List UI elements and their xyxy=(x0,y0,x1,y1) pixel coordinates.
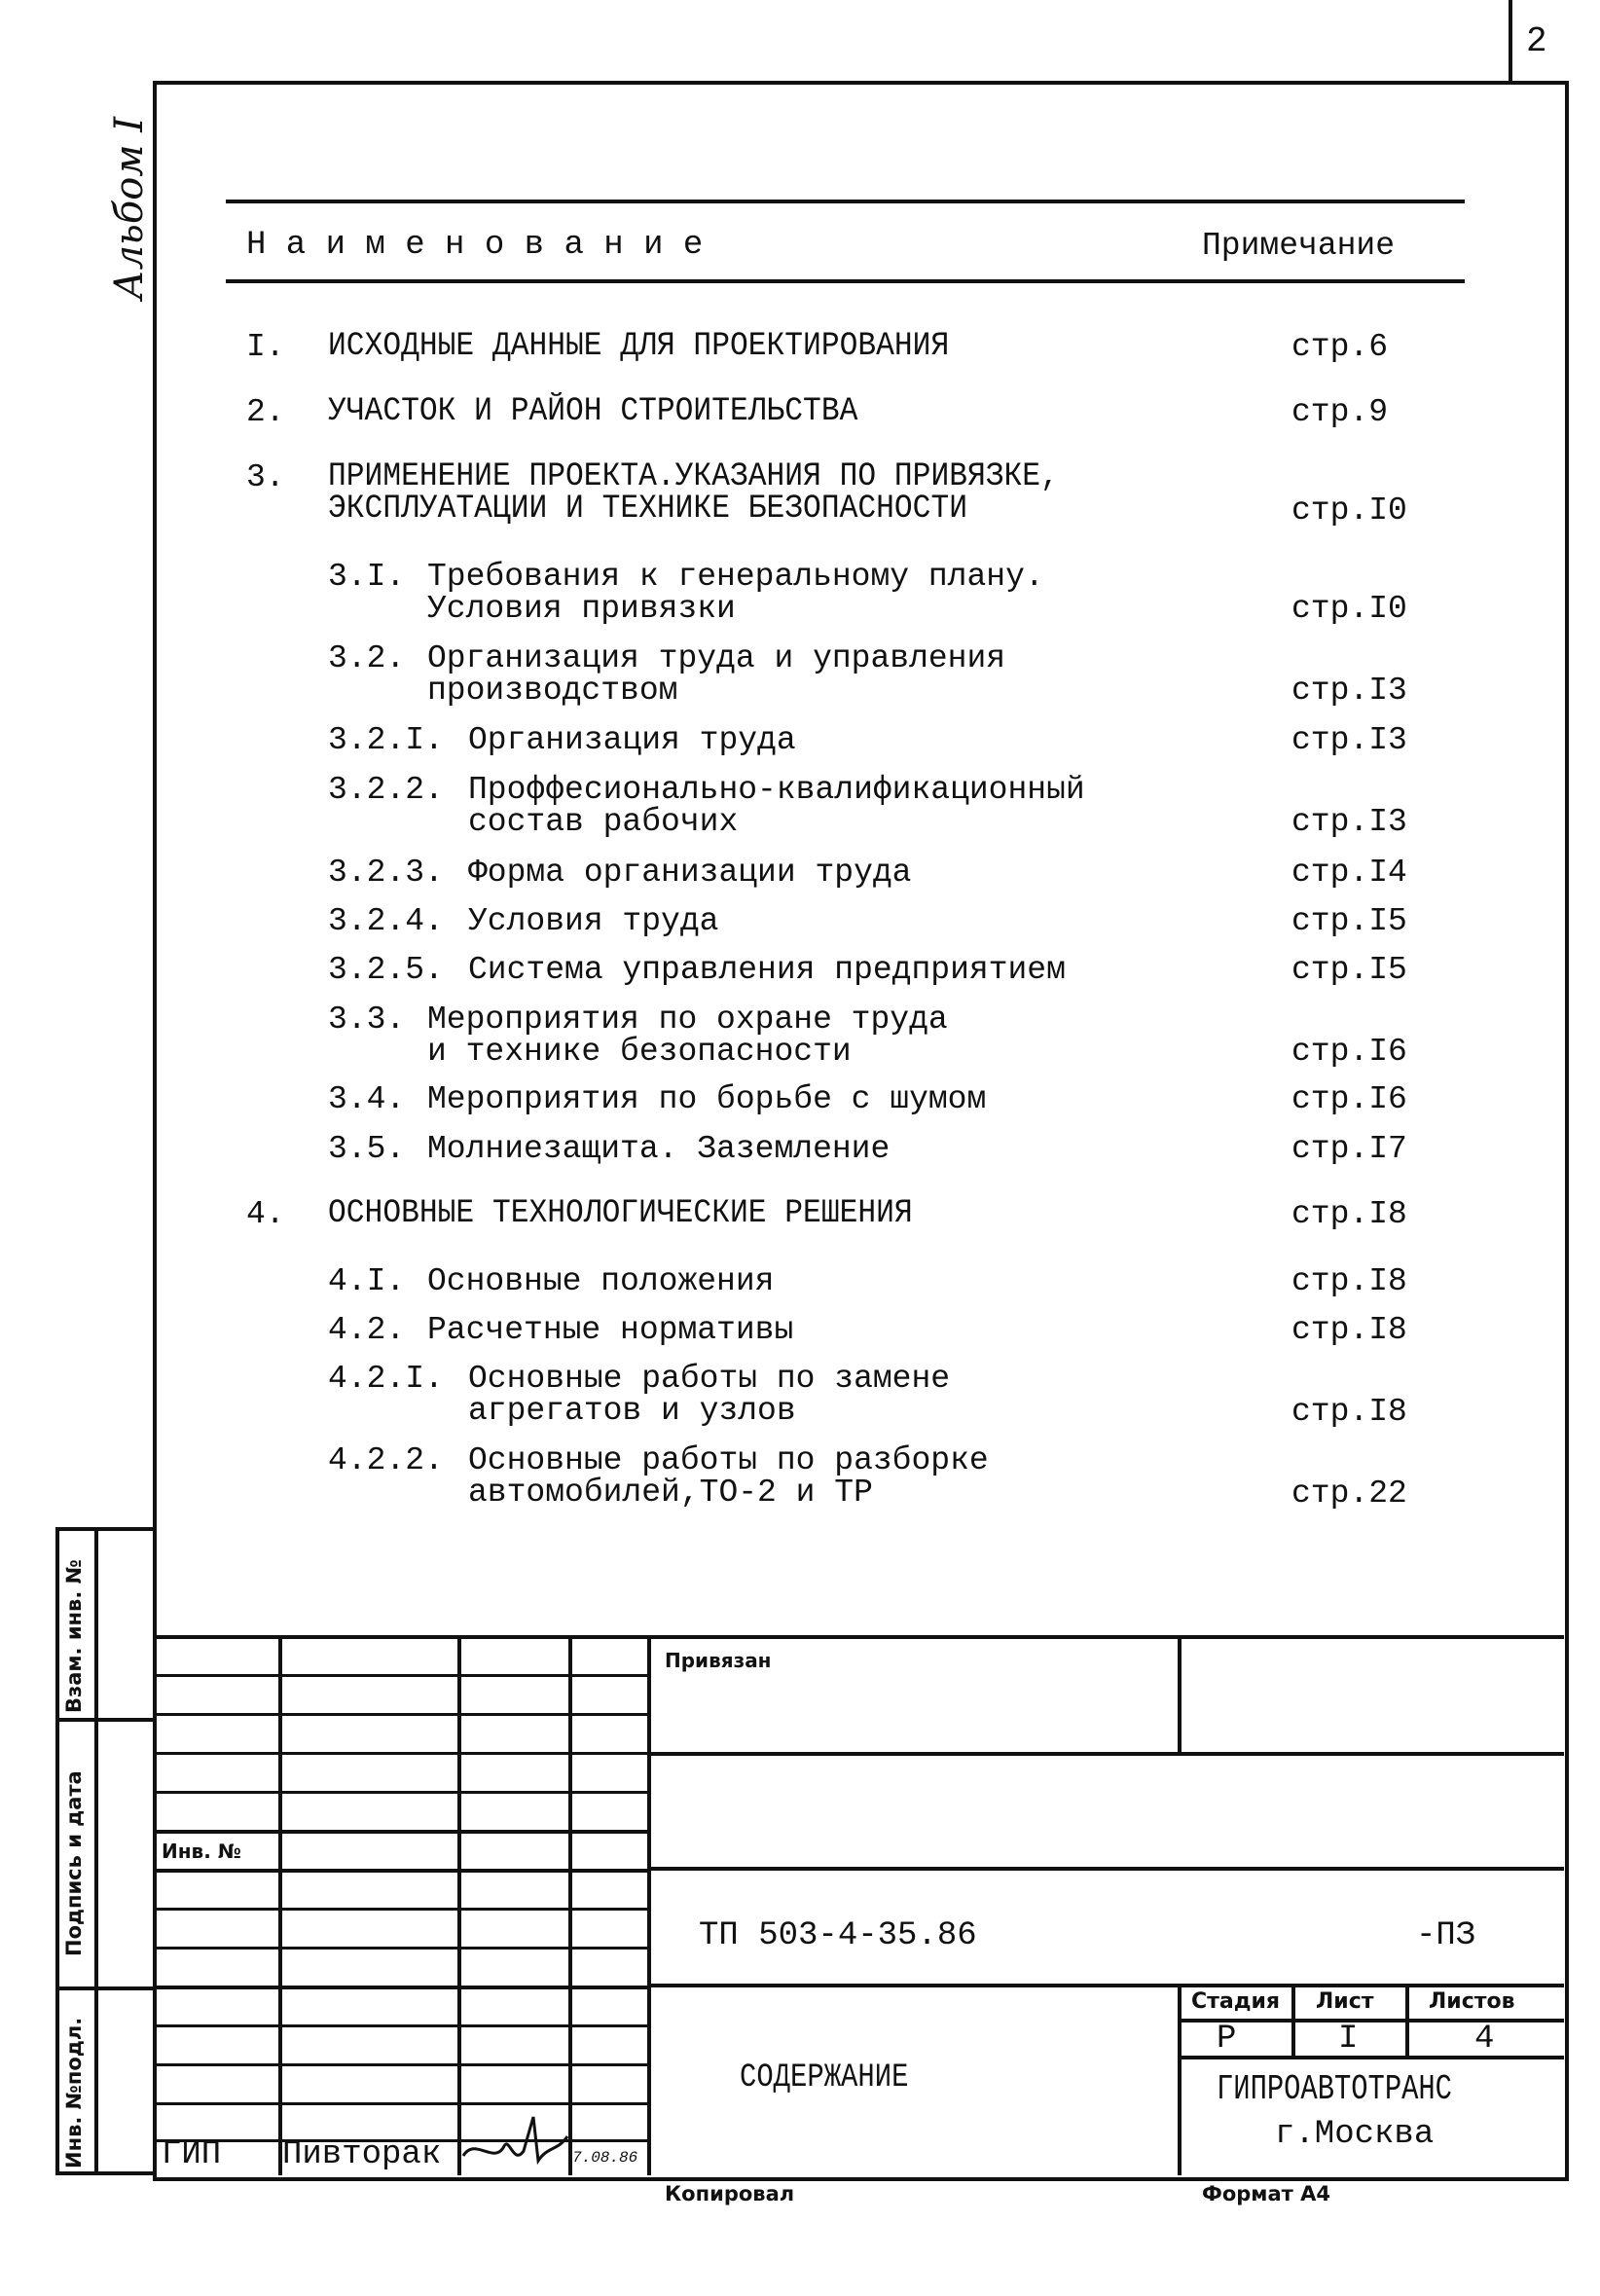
entry-number: 3.2. xyxy=(328,640,406,676)
entry-page: стр.I8 xyxy=(1291,1312,1407,1348)
sign-date: 7.08.86 xyxy=(572,2149,638,2167)
side-label-inv-podl: Инв. №подл. xyxy=(62,2017,86,2168)
entry-page: стр.22 xyxy=(1291,1476,1407,1512)
header-note: Примечание xyxy=(1202,228,1396,264)
entry-title: Основные положения xyxy=(427,1263,775,1299)
album-label: Альбом I xyxy=(107,117,152,300)
entry-page: стр.I8 xyxy=(1291,1196,1407,1232)
entry-title: ИСХОДНЫЕ ДАННЫЕ ДЛЯ ПРОЕКТИРОВАНИЯ xyxy=(328,328,950,365)
privyazan-label: Привязан xyxy=(665,1649,772,1672)
entry-number: 3.2.2. xyxy=(328,772,444,808)
entry-page: стр.9 xyxy=(1291,394,1389,430)
entry-page: стр.I6 xyxy=(1291,1081,1407,1117)
entry-number: 3.I. xyxy=(328,559,406,595)
entry-number: 4.2. xyxy=(328,1312,406,1348)
sheet-value: I xyxy=(1338,2021,1359,2058)
document-suffix: -ПЗ xyxy=(1416,1917,1476,1954)
entry-number: 4.I. xyxy=(328,1263,406,1299)
entry-number: 3.3. xyxy=(328,1002,406,1038)
entry-page: стр.I8 xyxy=(1291,1263,1407,1299)
entry-title: Форма организации труда xyxy=(468,855,912,891)
entry-title: Организация труда и управления производством xyxy=(427,640,1006,709)
entry-page: стр.I3 xyxy=(1291,673,1407,709)
entry-title: Основные работы по разборке автомобилей,ТО-2 и ТР xyxy=(468,1442,989,1511)
entry-title: Основные работы по замене агрегатов и узлов xyxy=(468,1361,951,1429)
entry-title: Организация труда xyxy=(468,722,796,758)
entry-page: стр.I5 xyxy=(1291,952,1407,988)
entry-number: 2. xyxy=(246,394,285,430)
signature-icon xyxy=(455,2107,572,2175)
entry-number: 3.2.I. xyxy=(328,722,444,758)
stage-value: Р xyxy=(1217,2021,1237,2058)
role-label: ГИП xyxy=(162,2136,222,2173)
entry-number: 3.2.5. xyxy=(328,952,444,988)
sheet-label: Лист xyxy=(1316,1989,1374,2014)
entry-page: стр.I4 xyxy=(1291,855,1407,891)
sheet-title: СОДЕРЖАНИЕ xyxy=(740,2059,909,2096)
entry-page: стр.I0 xyxy=(1291,591,1407,627)
header-rule-top xyxy=(226,200,1465,203)
organization-name: ГИПРОАВТОТРАНС xyxy=(1217,2069,1452,2109)
entry-title: Мероприятия по борьбе с шумом xyxy=(427,1081,987,1117)
entry-title: УЧАСТОК И РАЙОН СТРОИТЕЛЬСТВА xyxy=(328,393,858,430)
entry-page: стр.6 xyxy=(1291,329,1389,365)
entry-page: стр.I3 xyxy=(1291,804,1407,840)
entry-number: 3.5. xyxy=(328,1131,406,1167)
entry-title: ПРИМЕНЕНИЕ ПРОЕКТА.УКАЗАНИЯ ПО ПРИВЯЗКЕ, ЭКСПЛУАТАЦИИ И ТЕХНИКЕ БЕЗОПАСНОСТИ xyxy=(328,458,1059,528)
entry-title: Условия труда xyxy=(468,903,719,939)
entry-title: Проффесионально-квалификационный состав рабочих xyxy=(468,772,1085,840)
entry-title: Молниезащита. Заземление xyxy=(427,1131,891,1167)
entry-number: 4. xyxy=(246,1196,285,1232)
sheets-label: Листов xyxy=(1429,1989,1515,2014)
header-rule-bottom xyxy=(226,279,1465,283)
entry-page: стр.I3 xyxy=(1291,722,1407,758)
entry-number: 4.2.2. xyxy=(328,1442,444,1478)
entry-title: ОСНОВНЫЕ ТЕХНОЛОГИЧЕСКИЕ РЕШЕНИЯ xyxy=(328,1195,913,1232)
header-name: Н а и м е н о в а н и е xyxy=(246,227,704,264)
entry-number: 3.2.4. xyxy=(328,903,444,939)
entry-page: стр.I7 xyxy=(1291,1131,1407,1167)
inv-no-label: Инв. № xyxy=(162,1840,241,1863)
entry-title: Система управления предприятием xyxy=(468,952,1066,988)
entry-number: 3.2.3. xyxy=(328,855,444,891)
entry-number: I. xyxy=(246,329,285,365)
entry-page: стр.I0 xyxy=(1291,492,1407,528)
entry-page: стр.I8 xyxy=(1291,1394,1407,1430)
side-label-vzam: Взам. инв. № xyxy=(62,1559,86,1713)
format-label: Формат А4 xyxy=(1202,2182,1330,2205)
entry-page: стр.I6 xyxy=(1291,1034,1407,1070)
organization-city: г.Москва xyxy=(1275,2116,1435,2153)
sheets-value: 4 xyxy=(1474,2021,1495,2058)
copied-label: Копировал xyxy=(665,2182,795,2205)
entry-number: 3. xyxy=(246,459,285,495)
person-name: Пивторак xyxy=(282,2136,442,2173)
entry-page: стр.I5 xyxy=(1291,903,1407,939)
entry-title: Мероприятия по охране труда и технике безопасности xyxy=(427,1002,948,1070)
sheet-number: 2 xyxy=(1526,21,1547,61)
document-code: ТП 503-4-35.86 xyxy=(699,1917,977,1954)
entry-number: 4.2.I. xyxy=(328,1361,444,1397)
entry-title: Расчетные нормативы xyxy=(427,1312,794,1348)
stage-label: Стадия xyxy=(1191,1989,1281,2014)
entry-title: Требования к генеральному плану. Условия привязки xyxy=(427,559,1044,627)
side-label-podpis: Подпись и дата xyxy=(62,1770,86,1956)
sheet-box-border xyxy=(1509,0,1512,83)
entry-number: 3.4. xyxy=(328,1081,406,1117)
